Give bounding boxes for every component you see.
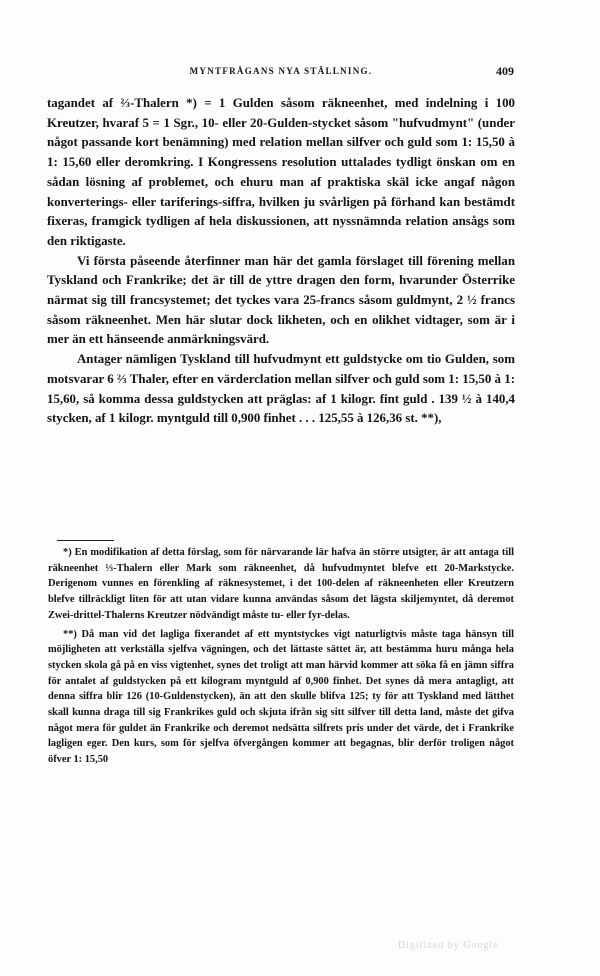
footnote: *) En modifikation af detta förslag, som för närvarande lär hafva än större utsigter, är att antaga till räkneenhet ⅓-Thalern eller Mark som räkneenhet, då hufvudmyntet blefve ett 20-Markstycke. Derigenom vunnes en förenkling af räknesystemet, i det 100-delen af räkneenheten eller Kreutzern blefve tillräckligt liten för att utan vidare kunna användas såsom det lägsta skiljemyntet, då deremot Zwei-drittel-Thalerns Kreutzer nödvändigt måste tu- eller fyr-delas. (48, 547, 514, 621)
footnote: **) Då man vid det lagliga fixerandet af ett myntstyckes vigt naturligtvis måste taga hänsyn till möjligheten att verkställa sjelfva vägningen, och det lättaste sättet är, att bestämma huru många hela stycken skola gå på en viss vigtenhet, synes det troligt att man härvid kommer att söka få en jämn siffra för antalet af guldstycken på ett kilogram myntguld af 0,900 finhet. Det synes då mera antagligt, att denna siffra blir 126 (10-Guldenstycken), än att den skulle blifva 125; ty för att Tyskland med lätthet skall kunna draga till sig Frankrikes guld och skjuta ifrån sig sitt silfver till detta land, måste det gifva något mera för guldet än Frankrike och deremot nedsätta silfrets pris under det värde, det i Frankrike lagligen eger. Den kurs, som för sjelfva öfvergången kommer att begagnas, blir derför troligen något öfver 1: 15,50 (48, 628, 514, 765)
paragraph: Antager nämligen Tyskland till hufvudmynt ett guldstycke om tio Gulden, som motsvarar 6 ⅔ Thaler, efter en värderclation mellan silfver och guld som 1: 15,50 à 1: 15,60, så komma dessa guldstycken att präglas: af 1 kilogr. fint guld . 139 ½ à 140,4 stycken, af 1 kilogr. myntguld till 0,900 finhet . . . 125,55 à 126,36 st. **), (47, 352, 515, 426)
footnotes (48, 545, 514, 771)
watermark: Digitized by Google (398, 940, 499, 951)
main-text (47, 94, 515, 429)
page-number: 409 (496, 64, 514, 78)
footnote-divider (57, 540, 114, 541)
paragraph: tagandet af ⅔-Thalern *) = 1 Gulden såsom räkneenhet, med indelning i 100 Kreutzer, hvaraf 5 = 1 Sgr., 10- eller 20-Gulden-stycket såsom "hufvudmynt" (under något passande kort benämning) med relation mellan silfver och guld som 1: 15,50 à 1: 15,60 eller deromkring. I Kongressens resolution uttalades tydligt önskan om en sådan lösning af problemet, och ehuru man af praktiska skäl icke angaf någon konverterings- eller tariferings-siffra, hvilken ju svårligen på förhand kan bestämdt fixeras, framgick tydligen af hela diskussionen, att nyssnämnda relation ansågs som den riktigaste. (47, 96, 515, 248)
paragraph: Vi första påseende återfinner man här det gamla förslaget till förening mellan Tyskland och Frankrike; det är till de yttre dragen den form, hvarunder Österrike närmat sig till francsystemet; det tyckes vara 25-francs såsom guldmynt, 2 ½ francs såsom räkneenhet. Men här slutar dock likheten, och en olikhet vidtager, som är i mer än ett hänseende anmärkningsvärd. (47, 253, 515, 347)
page-header (48, 66, 514, 80)
running-title: MYNTFRÅGANS NYA STÄLLNING. (189, 66, 373, 76)
